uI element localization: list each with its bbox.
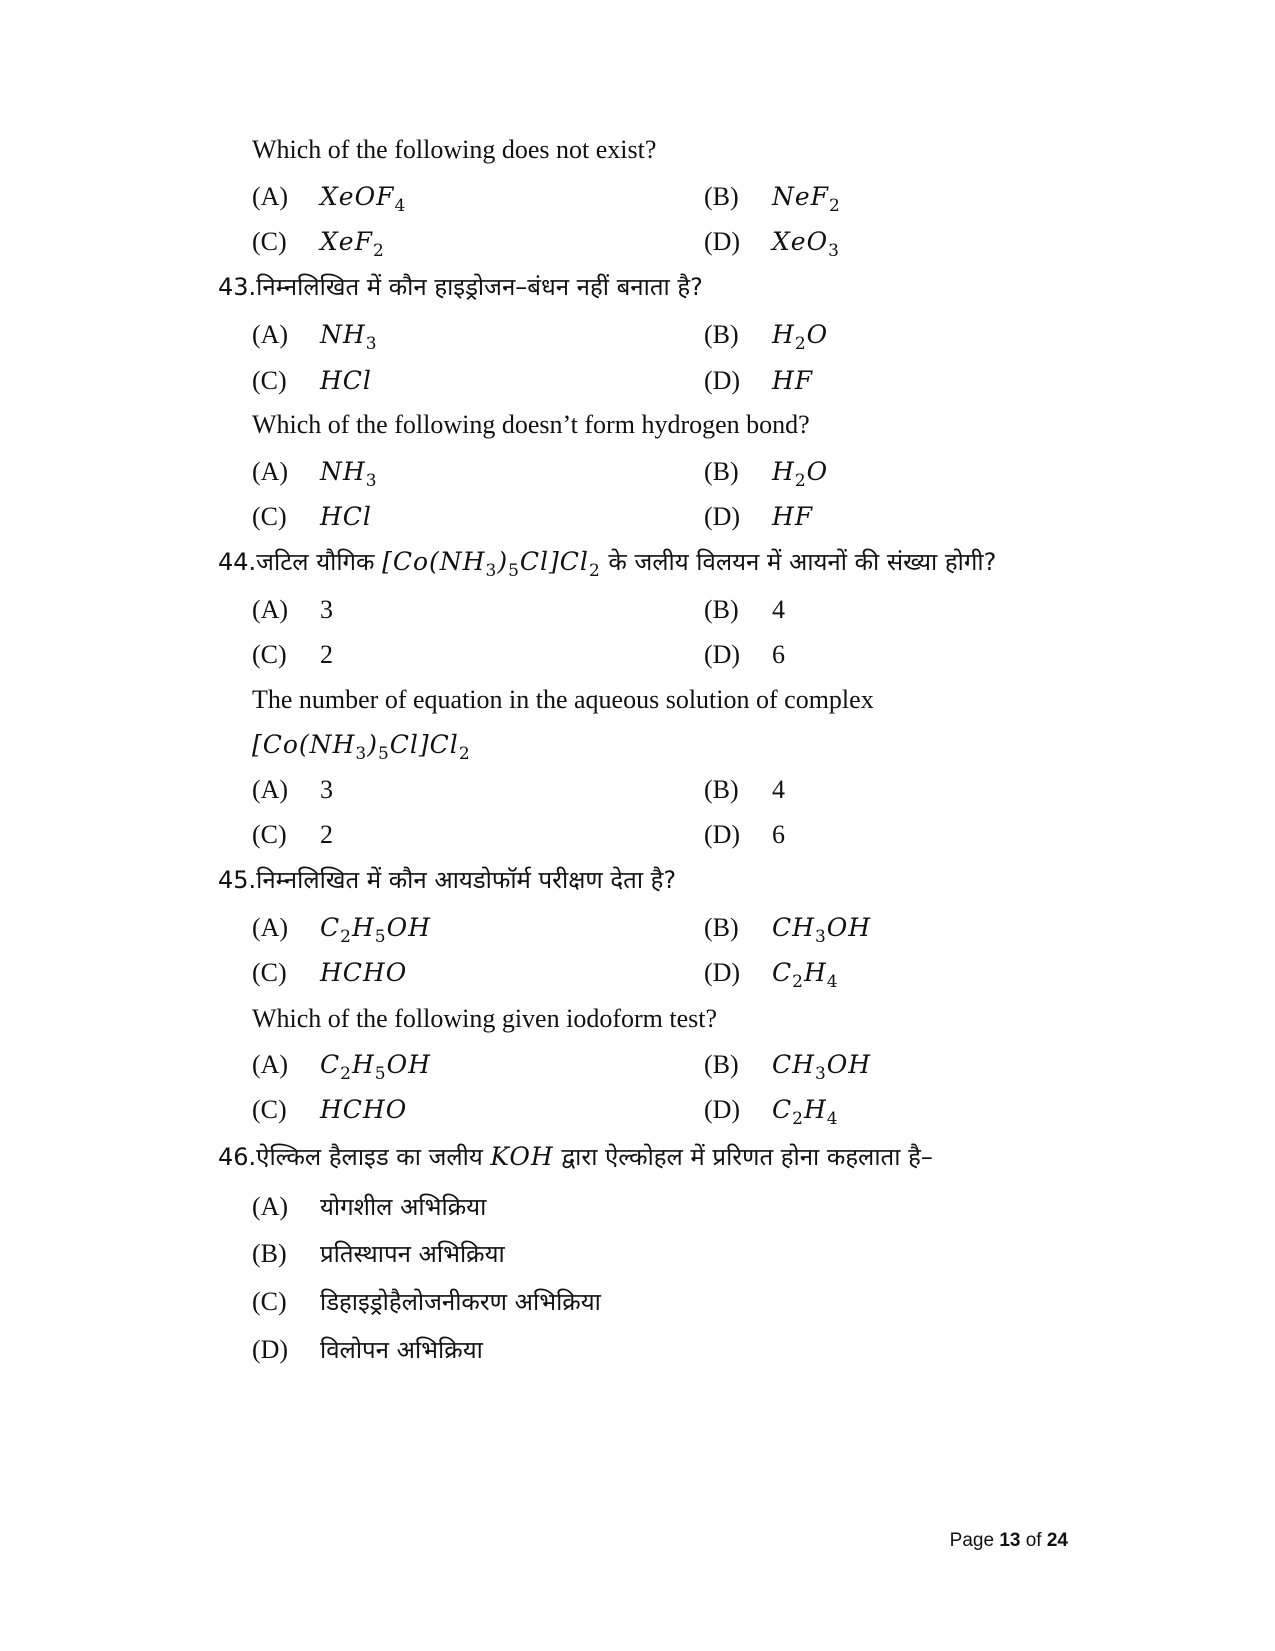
q44-hi-option-c: (C) 2 — [252, 640, 333, 669]
q43-en-option-b: (B) $H_2O$ — [704, 457, 829, 491]
q44-en-option-c: (C) 2 — [252, 820, 333, 849]
q43-en-option-c: (C) HCl — [252, 502, 372, 531]
q45-en-option-c: (C) HCHO — [252, 1095, 408, 1124]
q46-option-b: (B) प्रतिस्थापन अभिक्रिया — [252, 1239, 505, 1268]
question-44-en-formula: $[Co(NH_3)_5Cl]Cl_2$ — [252, 730, 471, 764]
q44-en-option-b: (B) 4 — [704, 775, 785, 804]
question-45-hi: 45.निम्नलिखित में कौन आयडोफॉर्म परीक्षण देता है? — [218, 866, 677, 894]
question-45-en: Which of the following given iodoform test? — [252, 1004, 718, 1033]
q42-option-d: (D) XeO$_3$ — [704, 227, 840, 261]
q45-hi-option-b: (B) $CH_3OH$ — [704, 913, 872, 947]
q44-hi-option-d: (D) 6 — [704, 640, 785, 669]
q43-en-option-d: (D) HF — [704, 502, 814, 531]
question-44-hi: 44.जटिल यौगिक $[Co(NH_3)_5Cl]Cl_2$ के जलीय विलयन में आयनों की संख्या होगी? — [218, 547, 997, 581]
q43-en-option-a: (A) $NH_3$ — [252, 457, 378, 491]
q45-hi-option-d: (D) $C_2H_4$ — [704, 958, 839, 992]
q43-hi-option-a: (A) $NH_3$ — [252, 320, 378, 354]
q42-option-b: (B) NeF$_2$ — [704, 182, 841, 216]
q44-en-option-d: (D) 6 — [704, 820, 785, 849]
q43-hi-option-b: (B) $H_2O$ — [704, 320, 829, 354]
question-43-hi: 43.निम्नलिखित में कौन हाइड्रोजन–बंधन नहीं बनाता है? — [218, 273, 703, 301]
question-44-en: The number of equation in the aqueous solution of complex — [252, 685, 874, 714]
q45-hi-option-c: (C) HCHO — [252, 958, 408, 987]
question-46-hi: 46.ऐल्किल हैलाइड का जलीय KOH द्वारा ऐल्कोहल में प्ररिणत होना कहलाता है– — [218, 1142, 933, 1171]
q45-en-option-a: (A) $C_2H_5OH$ — [252, 1050, 431, 1084]
question-43-en: Which of the following doesn’t form hydrogen bond? — [252, 410, 810, 439]
q46-option-a: (A) योगशील अभिक्रिया — [252, 1192, 487, 1221]
q43-hi-option-c: (C) HCl — [252, 366, 372, 395]
page-number: Page 13 of 24 — [949, 1530, 1068, 1551]
q44-en-option-a: (A) 3 — [252, 775, 333, 804]
question-42-en: Which of the following does not exist? — [252, 135, 657, 164]
q45-hi-option-a: (A) $C_2H_5OH$ — [252, 913, 431, 947]
complex-formula: $[Co(NH_3)_5Cl]Cl_2$ — [382, 547, 601, 581]
q44-hi-option-a: (A) 3 — [252, 595, 333, 624]
q45-en-option-d: (D) $C_2H_4$ — [704, 1095, 839, 1129]
q43-hi-option-d: (D) HF — [704, 366, 814, 395]
q42-option-a: (A) XeOF$_4$ — [252, 182, 407, 216]
q46-option-d: (D) विलोपन अभिक्रिया — [252, 1335, 483, 1364]
q42-option-c: (C) XeF$_2$ — [252, 227, 385, 261]
q45-en-option-b: (B) $CH_3OH$ — [704, 1050, 872, 1084]
q44-hi-option-b: (B) 4 — [704, 595, 785, 624]
q46-option-c: (C) डिहाइड्रोहैलोजनीकरण अभिक्रिया — [252, 1287, 601, 1316]
